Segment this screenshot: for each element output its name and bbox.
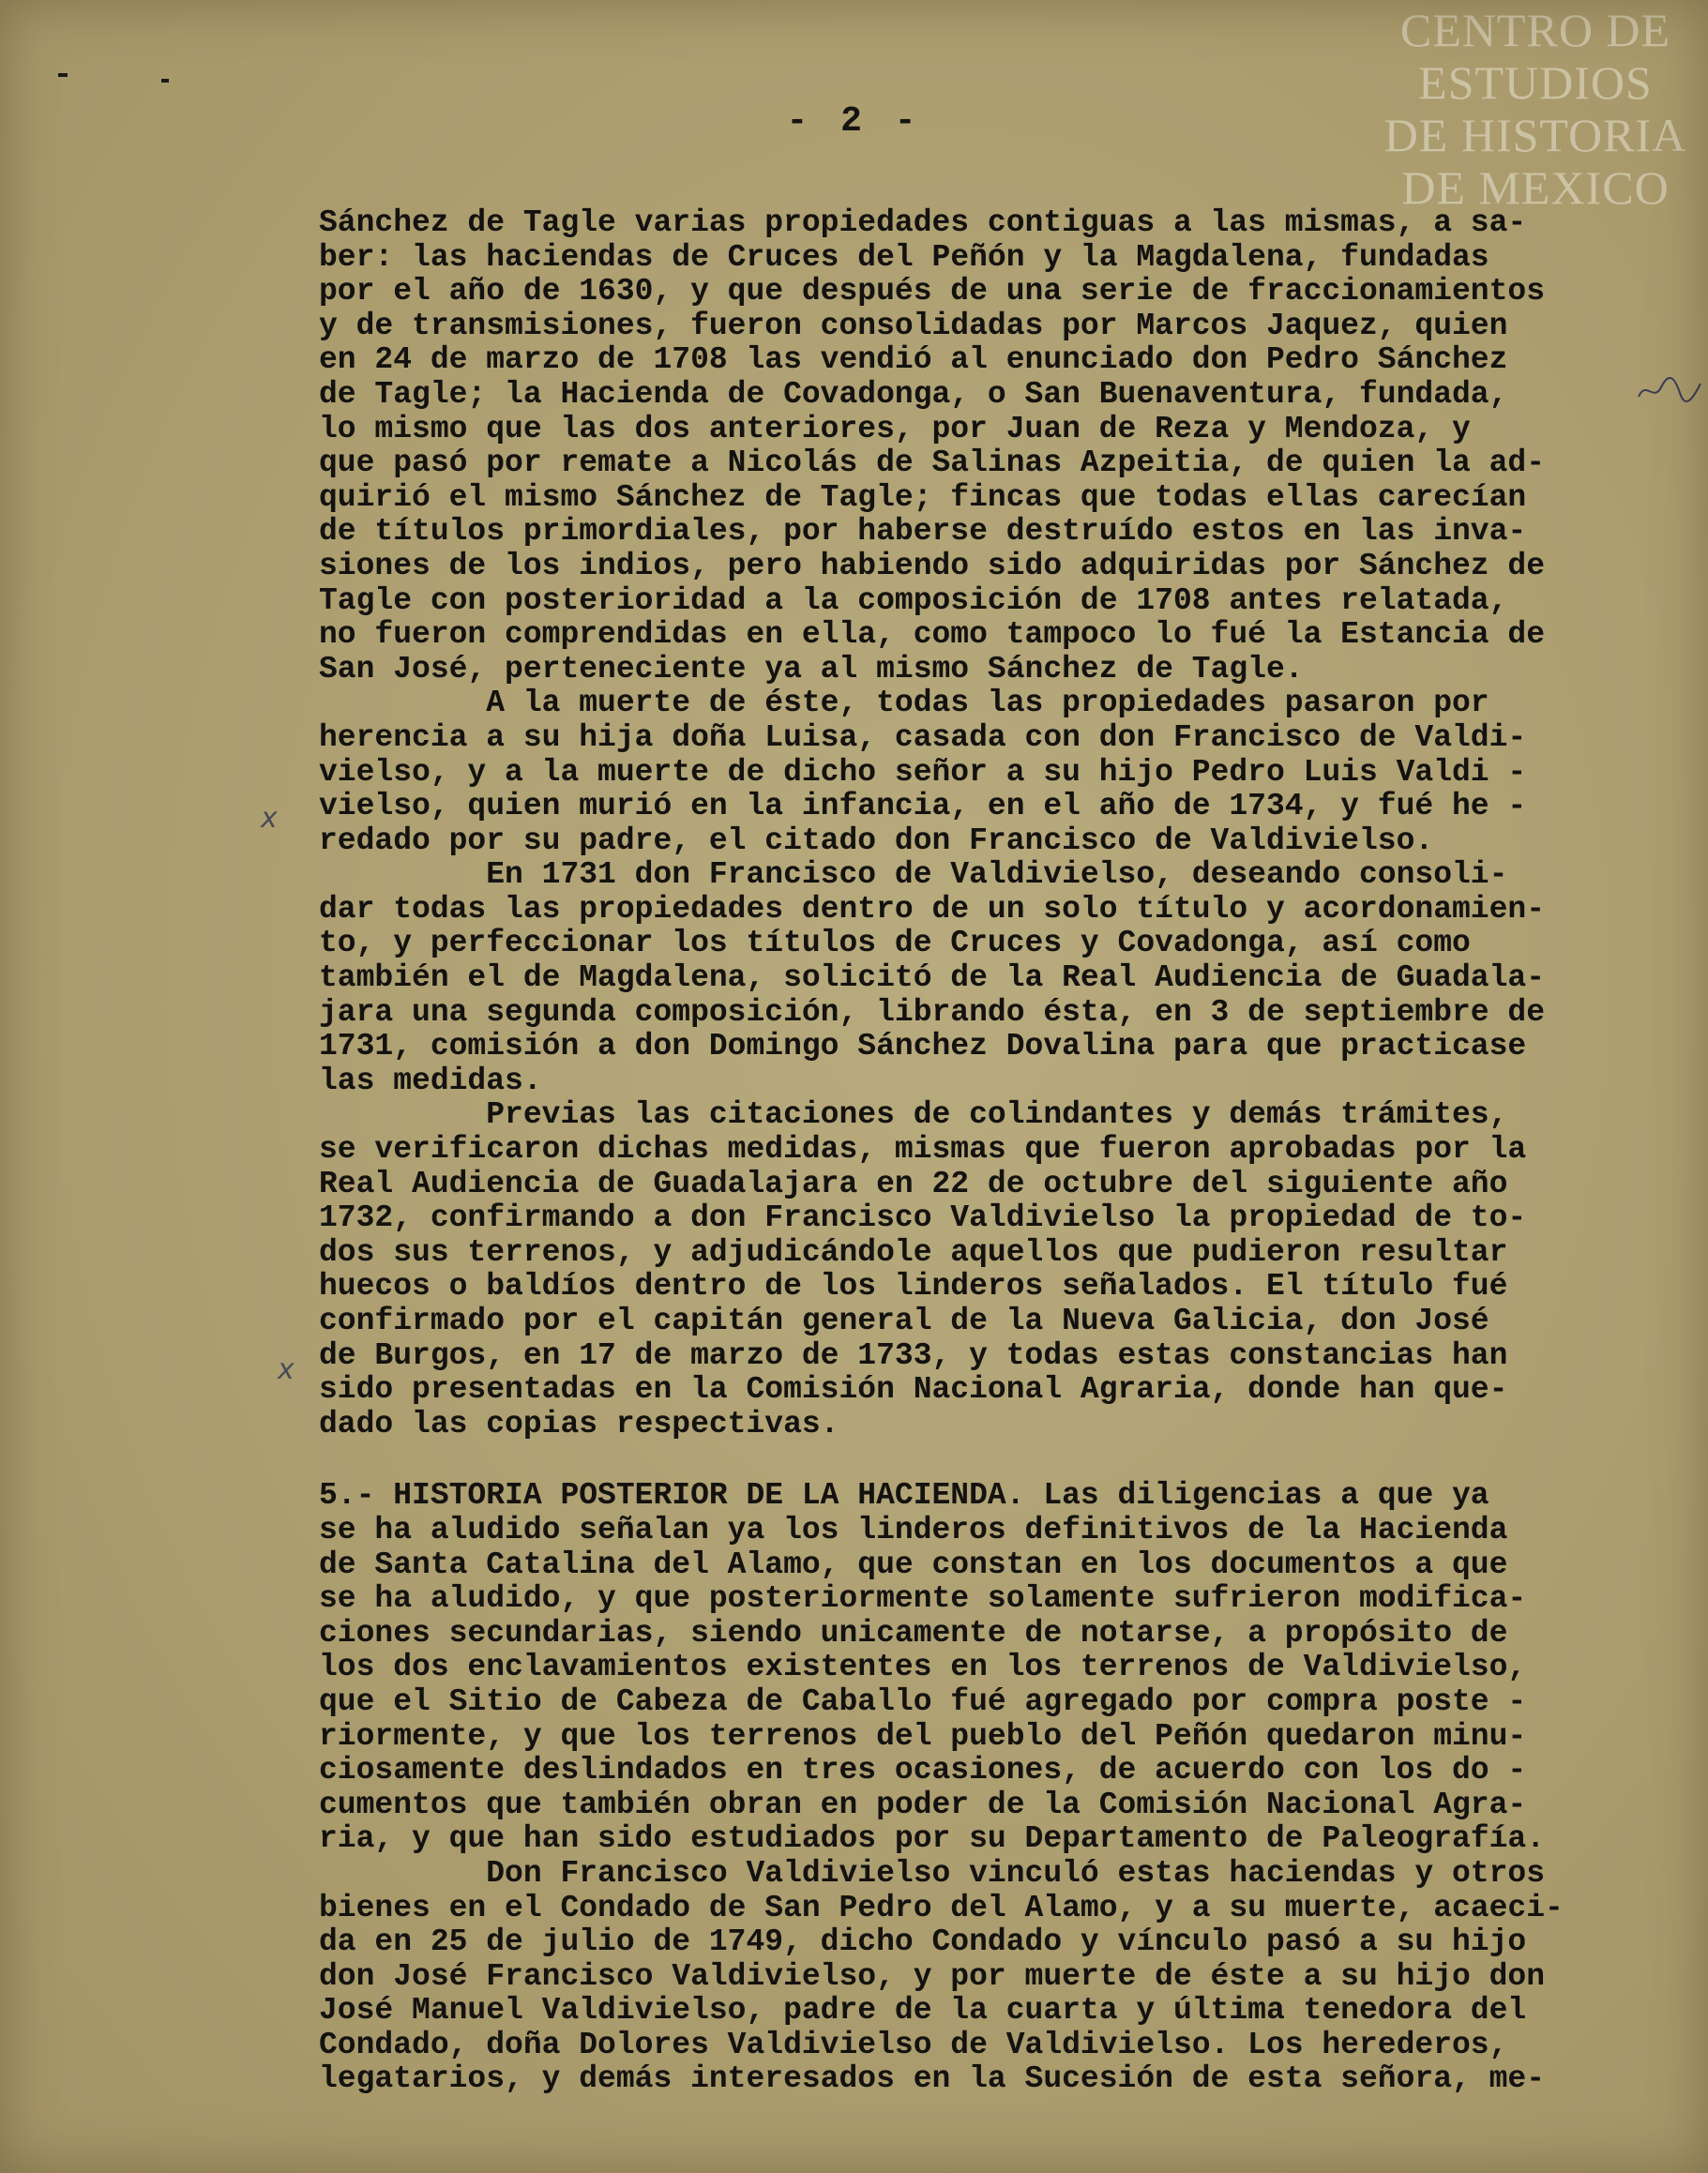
text-line: lo mismo que las dos anteriores, por Juan de Reza y Mendoza, y bbox=[319, 411, 1471, 446]
text-line: dos sus terrenos, y adjudicándole aquellos que pudieron resultar bbox=[319, 1234, 1508, 1270]
text-line: dar todas las propiedades dentro de un solo título y acordonamien- bbox=[319, 891, 1546, 927]
margin-mark-x: x bbox=[278, 1353, 295, 1386]
section-gap bbox=[319, 1441, 1688, 1479]
text-line: que pasó por remate a Nicolás de Salinas Azpeitia, de quien la ad- bbox=[319, 445, 1546, 481]
text-line: cumentos que también obran en poder de la Comisión Nacional Agra- bbox=[319, 1787, 1527, 1822]
text-line: se ha aludido, y que posteriormente solamente sufrieron modifica- bbox=[319, 1581, 1527, 1617]
watermark-line: CENTRO DE bbox=[1399, 4, 1671, 56]
text-line: 5.- HISTORIA POSTERIOR DE LA HACIENDA. Las diligencias a que ya bbox=[319, 1478, 1489, 1514]
corner-mark bbox=[161, 79, 169, 83]
text-line: de Tagle; la Hacienda de Covadonga, o San Buenaventura, fundada, bbox=[319, 376, 1508, 412]
text-line: que el Sitio de Cabeza de Caballo fué agregado por compra poste - bbox=[319, 1683, 1527, 1719]
text-line: ciosamente deslindados en tres ocasiones, de acuerdo con los do - bbox=[319, 1753, 1527, 1788]
text-line: de Burgos, en 17 de marzo de 1733, y todas estas constancias han bbox=[319, 1337, 1508, 1373]
watermark-line: DE HISTORIA bbox=[1383, 109, 1687, 161]
text-line: vielso, y a la muerte de dicho señor a su hijo Pedro Luis Valdi - bbox=[319, 754, 1527, 790]
text-line: sido presentadas en la Comisión Nacional Agraria, donde han que- bbox=[319, 1372, 1508, 1408]
text-line: Sánchez de Tagle varias propiedades contiguas a las mismas, a sa- bbox=[319, 205, 1527, 240]
text-line: A la muerte de éste, todas las propiedades pasaron por bbox=[319, 686, 1489, 721]
text-line: se ha aludido señalan ya los linderos definitivos de la Hacienda bbox=[319, 1512, 1508, 1547]
text-line: riormente, y que los terrenos del pueblo del Peñón quedaron minu- bbox=[319, 1718, 1527, 1754]
paragraph bbox=[319, 687, 1688, 858]
text-line: los dos enclavamientos existentes en los terrenos de Valdivielso, bbox=[319, 1650, 1527, 1685]
text-line: Don Francisco Valdivielso vinculó estas haciendas y otros bbox=[319, 1855, 1546, 1891]
text-line: 1732, confirmando a don Francisco Valdivielso la propiedad de to- bbox=[319, 1200, 1527, 1236]
text-line: de títulos primordiales, por haberse destruído estos en las inva- bbox=[319, 514, 1527, 550]
text-line: de Santa Catalina del Alamo, que constan en los documentos a que bbox=[319, 1547, 1508, 1582]
text-line: las medidas. bbox=[319, 1063, 542, 1098]
text-line: y de transmisiones, fueron consolidadas por Marcos Jaquez, quien bbox=[319, 308, 1508, 343]
paragraph bbox=[319, 206, 1688, 687]
text-line: no fueron comprendidas en ella, como tampoco lo fué la Estancia de bbox=[319, 617, 1546, 653]
text-line: jara una segunda composición, librando ésta, en 3 de septiembre de bbox=[319, 994, 1546, 1030]
watermark-line: ESTUDIOS bbox=[1418, 56, 1653, 109]
watermark-line: DE MEXICO bbox=[1401, 161, 1670, 214]
text-line: to, y perfeccionar los títulos de Cruces y Covadonga, así como bbox=[319, 926, 1471, 961]
text-line: San José, perteneciente ya al mismo Sánchez de Tagle. bbox=[319, 651, 1304, 687]
text-line: también el de Magdalena, solicitó de la Real Audiencia de Guadala- bbox=[319, 960, 1546, 996]
text-line: Previas las citaciones de colindantes y demás trámites, bbox=[319, 1097, 1508, 1133]
text-line: ber: las haciendas de Cruces del Peñón y la Magdalena, fundadas bbox=[319, 239, 1489, 275]
text-line: ciones secundarias, siendo unicamente de notarse, a propósito de bbox=[319, 1615, 1508, 1651]
paragraph bbox=[319, 1857, 1688, 2097]
text-line: 1731, comisión a don Domingo Sánchez Dovalina para que practicase bbox=[319, 1029, 1527, 1064]
text-line: se verificaron dichas medidas, mismas que fueron aprobadas por la bbox=[319, 1132, 1527, 1168]
text-line: Real Audiencia de Guadalajara en 22 de octubre del siguiente año bbox=[319, 1166, 1508, 1201]
corner-mark bbox=[58, 73, 68, 77]
text-line: Condado, doña Dolores Valdivielso de Valdivielso. Los herederos, bbox=[319, 2027, 1508, 2062]
text-line: don José Francisco Valdivielso, y por muerte de éste a su hijo don bbox=[319, 1958, 1546, 1994]
document-body bbox=[319, 206, 1688, 2097]
text-line: quirió el mismo Sánchez de Tagle; fincas que todas ellas carecían bbox=[319, 479, 1527, 515]
text-line: En 1731 don Francisco de Valdivielso, deseando consoli- bbox=[319, 857, 1508, 893]
text-line: herencia a su hija doña Luisa, casada con don Francisco de Valdi- bbox=[319, 719, 1527, 755]
text-line: da en 25 de julio de 1749, dicho Condado y vínculo pasó a su hijo bbox=[319, 1924, 1527, 1960]
page-number: - 2 - bbox=[786, 101, 922, 142]
text-line: bienes en el Condado de San Pedro del Alamo, y a su muerte, acaeci- bbox=[319, 1890, 1564, 1925]
text-line: Tagle con posterioridad a la composición de 1708 antes relatada, bbox=[319, 582, 1508, 618]
text-line: redado por su padre, el citado don Francisco de Valdivielso. bbox=[319, 822, 1434, 858]
text-line: legatarios, y demás interesados en la Sucesión de esta señora, me- bbox=[319, 2061, 1546, 2097]
text-line: confirmado por el capitán general de la Nueva Galicia, don José bbox=[319, 1304, 1489, 1338]
text-line: en 24 de marzo de 1708 las vendió al enunciado don Pedro Sánchez bbox=[319, 342, 1508, 378]
text-line: siones de los indios, pero habiendo sido adquiridas por Sánchez de bbox=[319, 548, 1546, 583]
paragraph bbox=[319, 1098, 1688, 1441]
text-line: José Manuel Valdivielso, padre de la cuarta y última tenedora del bbox=[319, 1993, 1527, 2029]
paragraph bbox=[319, 858, 1688, 1098]
text-line: vielso, quien murió en la infancia, en el año de 1734, y fué he - bbox=[319, 789, 1527, 824]
text-line: huecos o baldíos dentro de los linderos señalados. El título fué bbox=[319, 1269, 1508, 1305]
margin-mark-x: x bbox=[261, 802, 278, 835]
text-line: por el año de 1630, y que después de una serie de fraccionamientos bbox=[319, 274, 1546, 309]
paragraph bbox=[319, 1479, 1688, 1857]
text-line: ria, y que han sido estudiados por su Departamento de Paleografía. bbox=[319, 1821, 1546, 1857]
text-line: dado las copias respectivas. bbox=[319, 1406, 839, 1441]
